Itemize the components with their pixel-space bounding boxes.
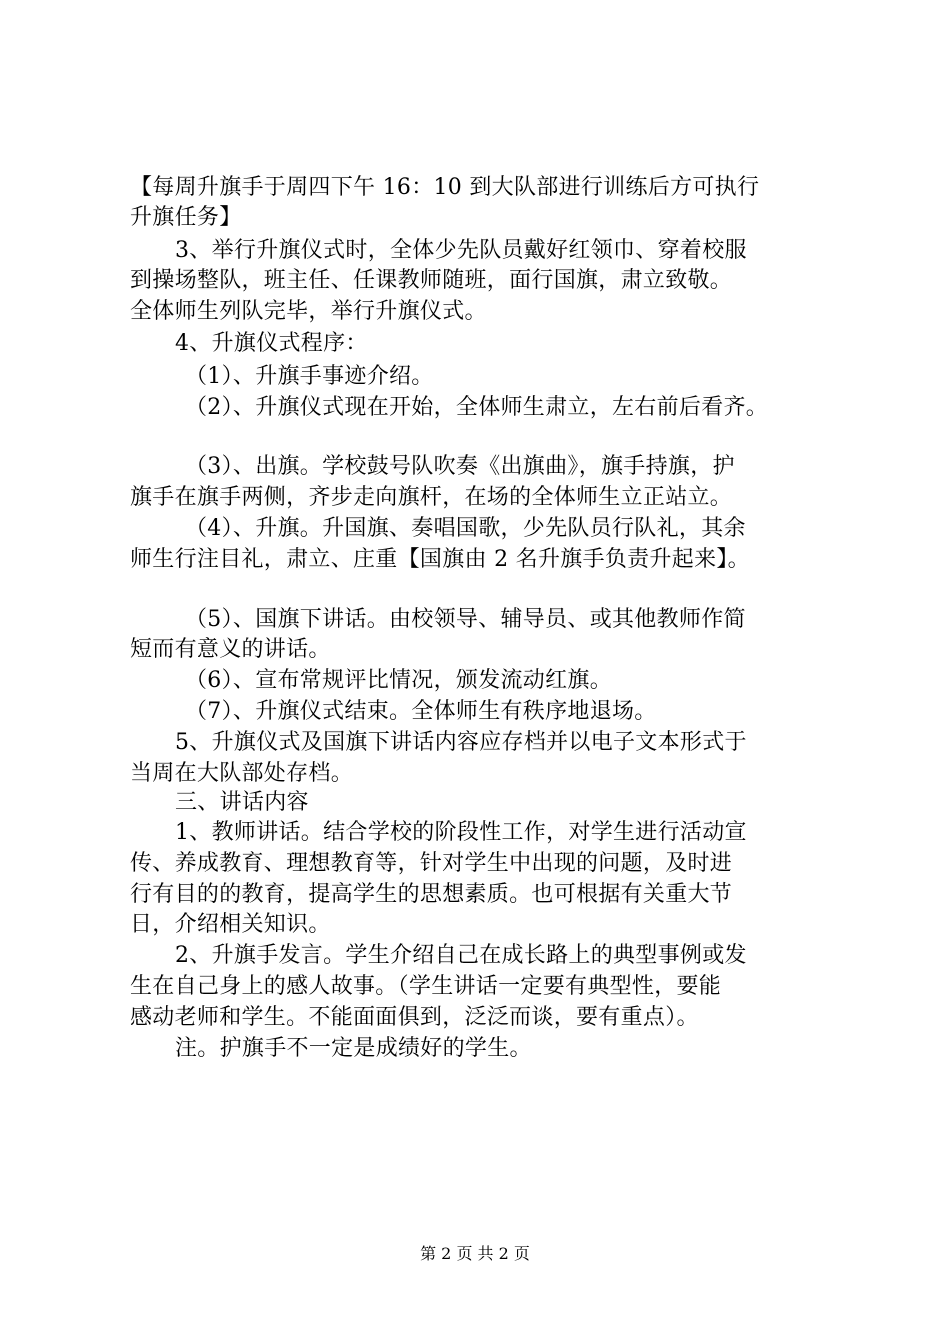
text-line: 短而有意义的讲话。 (130, 637, 331, 662)
text-line: （7）、升旗仪式结束。全体师生有秩序地退场。 (185, 699, 657, 724)
text-line: 当周在大队部处存档。 (130, 761, 354, 786)
text-line: 行有目的的教育，提高学生的思想素质。也可根据有关重大节 (130, 882, 733, 907)
text-line: 4、升旗仪式程序： (175, 331, 368, 356)
text-line: 师生行注目礼，肃立、庄重【国旗由 2 名升旗手负责升起来】。 (130, 547, 750, 572)
text-line: 3、举行升旗仪式时，全体少先队员戴好红领巾、穿着校服 (175, 238, 747, 263)
text-line: 旗手在旗手两侧，齐步走向旗杆，在场的全体师生立正站立。 (130, 485, 733, 510)
text-line: 升旗任务】 (130, 205, 242, 230)
text-line: （6）、宣布常规评比情况，颁发流动红旗。 (185, 668, 612, 693)
text-line: （3）、出旗。学校鼓号队吹奏《出旗曲》，旗手持旗，护 (185, 454, 735, 479)
text-line: 注。护旗手不一定是成绩好的学生。 (175, 1036, 532, 1061)
text-line: 生在自己身上的感人故事。（学生讲话一定要有典型性，要能 (130, 974, 722, 999)
text-line: （5）、国旗下讲话。由校领导、辅导员、或其他教师作简 (185, 607, 746, 632)
text-line: 感动老师和学生。不能面面俱到，泛泛而谈，要有重点）。 (130, 1005, 699, 1030)
text-line: 日，介绍相关知识。 (130, 912, 331, 937)
text-line: 5、升旗仪式及国旗下讲话内容应存档并以电子文本形式于 (175, 730, 747, 755)
text-line: 全体师生列队完毕，举行升旗仪式。 (130, 299, 487, 324)
text-line: （2）、升旗仪式现在开始，全体师生肃立，左右前后看齐。 (185, 395, 769, 420)
text-line: 1、教师讲话。结合学校的阶段性工作，对学生进行活动宣 (175, 820, 747, 845)
page-number-footer: 第 2 页 共 2 页 (420, 1244, 530, 1263)
text-line: （1）、升旗手事迹介绍。 (185, 364, 434, 389)
section-heading: 三、讲话内容 (175, 790, 309, 815)
text-line: 传、养成教育、理想教育等，针对学生中出现的问题，及时进 (130, 851, 733, 876)
text-line: 【每周升旗手于周四下午 16：10 到大队部进行训练后方可执行 (130, 175, 760, 200)
text-line: 2、升旗手发言。学生介绍自己在成长路上的典型事例或发 (175, 943, 747, 968)
text-line: （4）、升旗。升国旗、奏唱国歌，少先队员行队礼，其余 (185, 516, 746, 541)
text-line: 到操场整队，班主任、任课教师随班，面行国旗，肃立致敬。 (130, 268, 733, 293)
